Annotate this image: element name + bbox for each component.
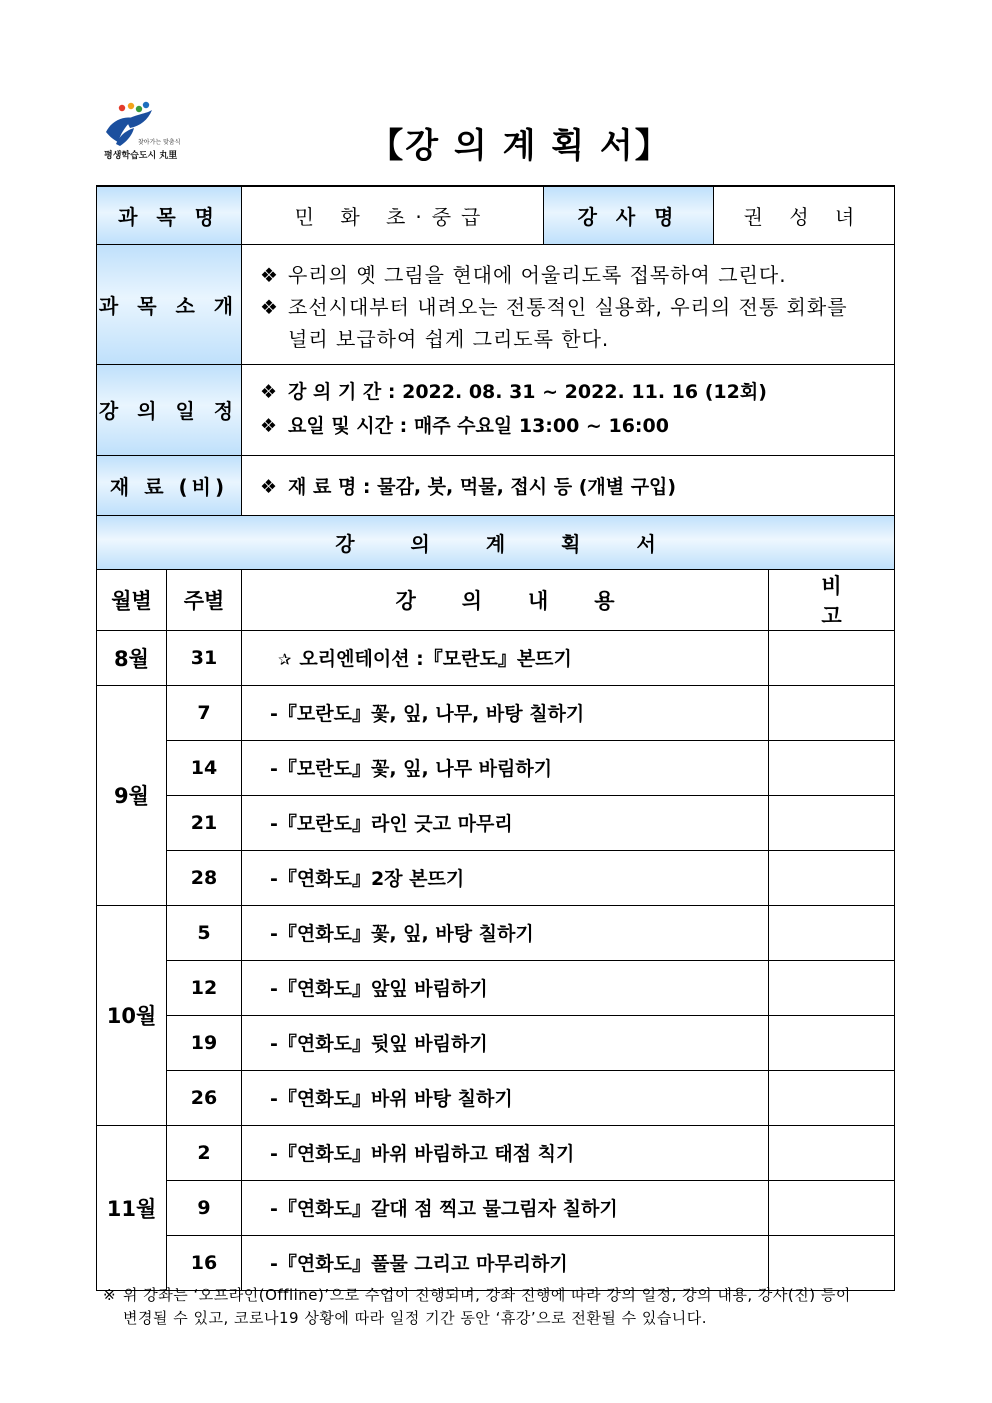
week-cell: 7 xyxy=(167,685,242,740)
table-row xyxy=(97,740,895,795)
week-cell: 9 xyxy=(167,1180,242,1235)
intro-line: 조선시대부터 내려오는 전통적인 실용화, 우리의 전통 회화를 xyxy=(288,294,848,319)
plan-heading: 강의계획서 xyxy=(97,515,895,569)
month-cell: 8월 xyxy=(97,630,167,685)
lesson-cell: -『모란도』라인 긋고 마무리 xyxy=(242,795,769,850)
subject-label: 과 목 명 xyxy=(97,186,242,244)
note-cell xyxy=(769,905,895,960)
table-row xyxy=(97,905,895,960)
note-cell xyxy=(769,740,895,795)
note-cell xyxy=(769,1015,895,1070)
lesson-text: 오리엔테이션 :『모란도』본뜨기 xyxy=(299,648,572,670)
table-row xyxy=(97,1015,895,1070)
material-label: 재 료 (비) xyxy=(97,455,242,515)
table-row xyxy=(97,960,895,1015)
table-row xyxy=(97,1180,895,1235)
note-cell xyxy=(769,685,895,740)
lesson-cell: -『연화도』꽃, 잎, 바탕 칠하기 xyxy=(242,905,769,960)
schedule-row xyxy=(97,364,895,455)
week-cell: 12 xyxy=(167,960,242,1015)
note-cell xyxy=(769,630,895,685)
lesson-cell: -『연화도』바위 바림하고 태점 칙기 xyxy=(242,1125,769,1180)
lesson-cell: -『연화도』뒷잎 바림하기 xyxy=(242,1015,769,1070)
note-cell xyxy=(769,795,895,850)
month-cell: 9월 xyxy=(97,685,167,905)
intro-line: 우리의 옛 그림을 현대에 어울리도록 접목하여 그린다. xyxy=(288,262,787,287)
note-cell xyxy=(769,1235,895,1290)
intro-line: 널리 보급하여 쉽게 그리도록 한다. xyxy=(288,326,610,351)
lesson-cell: -『연화도』바위 바탕 칠하기 xyxy=(242,1070,769,1125)
col-month-header: 월별 xyxy=(97,569,167,630)
reference-mark-icon: ※ xyxy=(103,1286,117,1304)
col-content-header: 강의내용 xyxy=(242,569,769,630)
table-row xyxy=(97,685,895,740)
note-cell xyxy=(769,850,895,905)
lesson-cell: -『모란도』꽃, 잎, 나무, 바탕 칠하기 xyxy=(242,685,769,740)
intro-row xyxy=(97,244,895,364)
footnote xyxy=(103,1284,898,1330)
week-cell: 26 xyxy=(167,1070,242,1125)
plan-heading-row xyxy=(97,515,895,569)
star-icon: ✰ xyxy=(278,650,292,669)
lesson-cell: -『연화도』풀물 그리고 마무리하기 xyxy=(242,1235,769,1290)
week-cell: 2 xyxy=(167,1125,242,1180)
table-row xyxy=(97,630,895,685)
week-cell: 19 xyxy=(167,1015,242,1070)
week-cell: 16 xyxy=(167,1235,242,1290)
month-cell: 11월 xyxy=(97,1125,167,1290)
note-cell xyxy=(769,1070,895,1125)
logo-tagline: 찾아가는 맞춤식 xyxy=(138,139,181,146)
schedule-line: 강 의 기 간 : 2022. 08. 31 ~ 2022. 11. 16 (12회) xyxy=(288,380,767,403)
lesson-cell: -『모란도』꽃, 잎, 나무 바림하기 xyxy=(242,740,769,795)
table-row xyxy=(97,850,895,905)
bullet-icon: ❖ xyxy=(260,294,279,319)
plan-header-row xyxy=(97,569,895,630)
material-text xyxy=(242,455,895,515)
bullet-icon: ❖ xyxy=(260,380,278,403)
lesson-cell: -『연화도』앞잎 바림하기 xyxy=(242,960,769,1015)
week-cell: 5 xyxy=(167,905,242,960)
subject-row xyxy=(97,186,895,244)
instructor-value: 권 성 녀 xyxy=(714,186,895,244)
lesson-cell: -『연화도』2장 본뜨기 xyxy=(242,850,769,905)
instructor-label: 강 사 명 xyxy=(544,186,714,244)
table-row xyxy=(97,795,895,850)
note-cell xyxy=(769,1125,895,1180)
note-cell xyxy=(769,960,895,1015)
lecture-plan-table xyxy=(96,185,895,1291)
bullet-icon: ❖ xyxy=(260,414,278,437)
subject-value: 민 화 초·중급 xyxy=(242,186,544,244)
week-cell: 14 xyxy=(167,740,242,795)
lesson-cell: -『연화도』갈대 점 찍고 물그림자 칠하기 xyxy=(242,1180,769,1235)
bullet-icon: ❖ xyxy=(260,475,278,498)
table-row xyxy=(97,1125,895,1180)
note-cell xyxy=(769,1180,895,1235)
material-line: 재 료 명 : 물감, 붓, 먹물, 접시 등 (개별 구입) xyxy=(288,475,677,498)
table-row xyxy=(97,1235,895,1290)
month-cell: 10월 xyxy=(97,905,167,1125)
week-cell: 21 xyxy=(167,795,242,850)
schedule-label: 강 의 일 정 xyxy=(97,364,242,455)
document-title: 【강 의 계 획 서】 xyxy=(369,126,671,166)
week-cell: 31 xyxy=(167,630,242,685)
footnote-line: 위 강좌는 ‘오프라인(Offline)’으로 수업이 진행되며, 강좌 진행에 따라 강의 일정, 강의 내용, 강사(진) 등이 xyxy=(123,1286,851,1304)
week-cell: 28 xyxy=(167,850,242,905)
schedule-text xyxy=(242,364,895,455)
intro-text xyxy=(242,244,895,364)
table-row xyxy=(97,1070,895,1125)
material-row xyxy=(97,455,895,515)
col-note-header: 비고 xyxy=(769,569,895,630)
bullet-icon: ❖ xyxy=(260,262,279,287)
footnote-line: 변경될 수 있고, 코로나19 상황에 따라 일정 기간 동안 ‘휴강’으로 전환될 수 있습니다. xyxy=(123,1309,708,1327)
schedule-line: 요일 및 시간 : 매주 수요일 13:00 ~ 16:00 xyxy=(288,414,669,437)
col-week-header: 주별 xyxy=(167,569,242,630)
logo-name: 평생학습도시 丸里 xyxy=(104,151,178,161)
lesson-cell xyxy=(242,630,769,685)
intro-label: 과 목 소 개 xyxy=(97,244,242,364)
